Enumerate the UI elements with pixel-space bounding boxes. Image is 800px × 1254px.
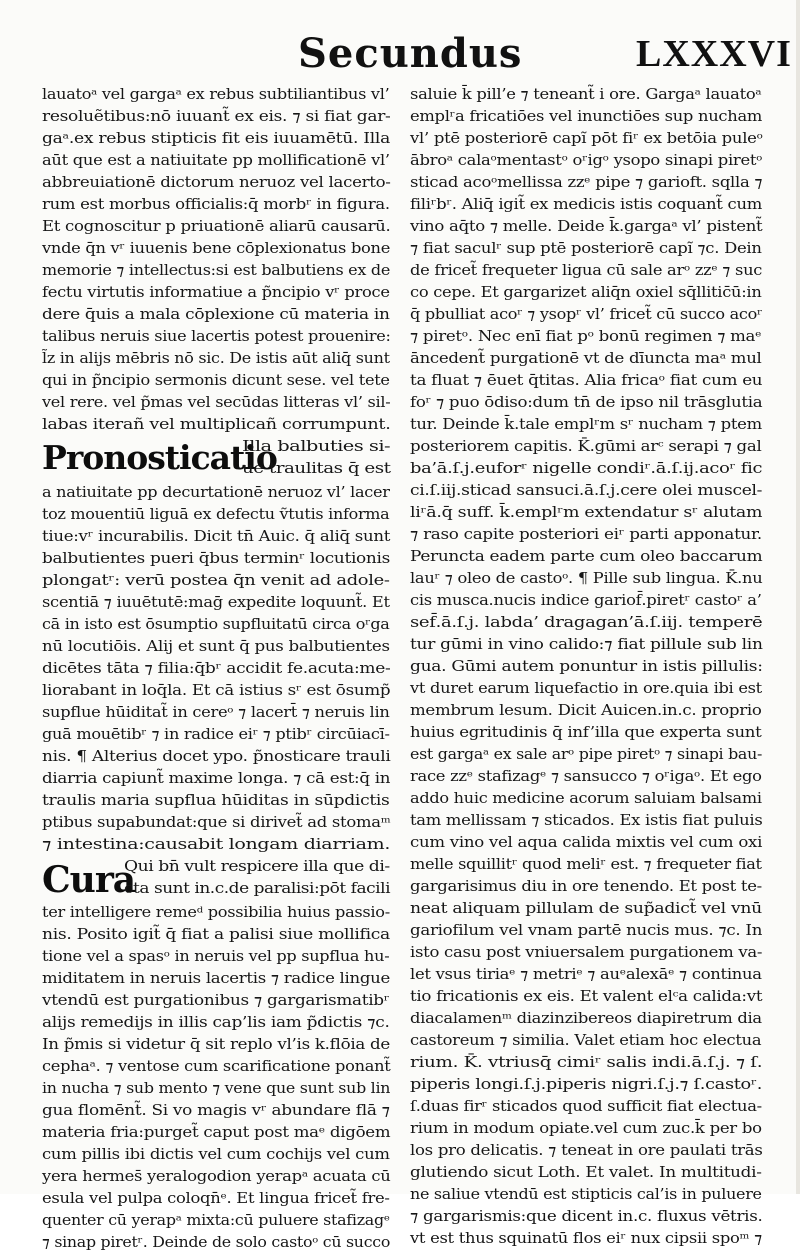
text-line: tio fricationis ex eis. Et valent elᶜa calida:vt — [410, 988, 763, 1005]
text-line: gua. Gūmi autem ponuntur in istis pillulis: — [410, 658, 763, 675]
text-line: huius egritudinis q̄ inf’illa que experta sunt — [410, 724, 762, 741]
text-line: membrum lesum. Dicit Auicen.in.c. proprio — [410, 702, 762, 719]
text-line: tur gūmi in vino calido:⁊ fiat pillule sub lin — [410, 636, 763, 653]
right-column — [410, 84, 763, 1247]
prognostic-text — [42, 482, 390, 856]
text-line: alijs remedijs in illis cap’lis iam p̃dictis ⁊c. — [42, 1014, 390, 1031]
text-line: co cepe. Et gargarizet aliq̄n oxiel sq̄llitic̄ū:in — [410, 284, 762, 301]
prognostic-heading: Pronosticatio — [42, 438, 277, 477]
left-column-text — [42, 84, 390, 436]
text-line: supflue hūiditat̃ in cereᵒ ⁊ lacert̄ ⁊ neruis lin — [42, 704, 390, 721]
text-line: scentiā ⁊ iuuētutē:maḡ expedite loquunt̃. Et — [42, 594, 390, 611]
text-line: cta sunt in.c.de paralisi:pōt facili — [124, 880, 391, 897]
text-line: cā in isto est ōsumptio supfluitatū circa oʳga — [42, 616, 390, 633]
text-line: ba’ā.ſ.j.euforʳ nigelle condiʳ.ā.ſ.ij.acoʳ fic — [410, 460, 763, 477]
text-line: ta fluat ⁊ ēuet q̄titas. Alia fricaᵒ fiat cum eu — [410, 372, 763, 389]
text-line: fectu virtutis informatiue a p̃ncipio vʳ proce — [42, 284, 390, 301]
text-line: abbreuiationē dictorum neruoz vel lacerto- — [42, 174, 391, 191]
running-head — [0, 28, 800, 78]
prognostic-heading-side-text — [242, 436, 390, 480]
text-line: addo huic medicine acorum saluiam balsami — [410, 790, 762, 807]
text-line: qui in p̃ncipio sermonis dicunt sese. vel tete — [42, 372, 390, 389]
text-line: traulis maria supflua hūiditas in sūpdictis — [42, 792, 390, 809]
text-line: tiue:vʳ incurabilis. Dicit tn̄ Auic. q̄ aliq̄ sunt — [42, 528, 391, 545]
text-line: resoluẽtibus:nō iuuant̃ ex eis. ⁊ si fiat gar- — [42, 108, 391, 125]
text-line: ter intelligere remeᵈ possibilia huius passio- — [42, 904, 390, 921]
text-line: isto casu post vniuersalem purgationem va- — [410, 944, 763, 961]
text-line: emplʳa fricatiōes vel inunctiōes sup nucham — [410, 108, 763, 125]
text-line: cum vino vel aqua calida mixtis vel cum oxi — [410, 834, 763, 851]
text-line: rium in modum opiate.vel cum zuc.k̄ per bo — [410, 1120, 762, 1137]
text-line: l̃z in alijs mēbris nō sic. De istis aūt aliq̄ sunt — [42, 350, 390, 367]
text-line: vl’ ptē posteriorē capĩ pōt fiʳ ex betōia puleᵒ — [410, 130, 763, 147]
text-line: rum est morbus officialis:q̄ morbʳ in figura. — [42, 196, 390, 213]
text-line: neat aliquam pillulam de sup̃adict̃ vel vnū — [410, 900, 762, 917]
text-line: gaᵃ.ex rebus stipticis fit eis iuuamētū. Illa — [42, 130, 390, 147]
text-line: filiʳbʳ. Aliq̄ igit̃ ex medicis istis coquant̃ cum — [410, 196, 763, 213]
folio-number: LXXXVI — [636, 33, 792, 75]
text-line: de fricet̃ frequeter ligua cū sale arᵒ zzᵉ ⁊ suc — [410, 262, 763, 279]
text-line: tur. Deinde k̄.tale emplʳm sʳ nucham ⁊ ptem — [410, 416, 762, 433]
text-line: talibus neruis siue lacertis potest prouenire: — [42, 328, 391, 345]
text-line: quenter cū yerapᵃ mixta:cū puluere stafizagᵉ — [42, 1212, 390, 1229]
text-line: vel rere. vel p̃mas vel secūdas litteras vl’ sil- — [42, 394, 391, 411]
text-line: balbutientes pueri q̄bus terminʳ locutionis — [42, 550, 390, 567]
text-line: foʳ ⁊ puo ōdiso:dum tn̄ de ipso nil trāsglutia — [410, 394, 763, 411]
text-line: saluie k̄ pill’e ⁊ teneant̃ i ore. Gargaᵃ lauatoᵃ — [410, 86, 762, 103]
text-line: let vsus tiriaᵉ ⁊ metriᵉ ⁊ auᵉalexāᵉ ⁊ continua — [410, 966, 762, 983]
text-line: diarria capiunt̃ maxime longa. ⁊ cā est:q̄ in — [42, 770, 391, 787]
text-line: ābroᵃ calaᵒmentastᵒ oʳigᵒ ysopo sinapi piretᵒ — [410, 152, 763, 169]
page-edge — [796, 0, 800, 1194]
text-line: yera hermes̄ yeralogodion yerapᵃ acuata cū — [42, 1168, 391, 1185]
text-line: cephaᵃ. ⁊ ventose cum scarificatione ponant̃ — [42, 1058, 391, 1075]
text-line: tam mellissam ⁊ sticados. Ex istis fiat puluis — [410, 812, 763, 829]
text-line: lauʳ ⁊ oleo de castoᵒ. ¶ Pille sub lingua. K̄.nu — [410, 570, 763, 587]
text-line: q̄ pbulliat acoʳ ⁊ ysopʳ vl’ fricet̃ cū succo acoʳ — [410, 306, 763, 323]
text-line: ⁊ raso capite posteriori eiʳ parti apponatur. — [410, 526, 762, 543]
text-line: dicētes tāta ⁊ filia:q̄bʳ accidit fe.acuta:me- — [42, 660, 391, 677]
text-line: est gargaᵃ ex sale arᵒ pipe piretᵒ ⁊ sinapi bau- — [410, 746, 763, 763]
text-line: Peruncta eadem parte cum oleo baccarum — [410, 548, 763, 565]
text-line: ⁊ piretᵒ. Nec enī fiat pᵒ bonū regimen ⁊ maᵉ — [410, 328, 762, 345]
prognostic-section — [42, 436, 390, 856]
left-column — [42, 84, 391, 1251]
text-line: memorie ⁊ intellectus:si est balbutiens ex de — [42, 262, 391, 279]
text-line: melle squillitʳ quod meliʳ est. ⁊ frequeter fiat — [410, 856, 762, 873]
text-line: gariofilum vel vnam partē nucis mus. ⁊c. In — [410, 922, 763, 939]
text-line: Qui bn̄ vult respicere illa que di- — [124, 858, 390, 875]
prognostic-heading-row — [42, 436, 390, 482]
text-line: a natiuitate pp decurtationē neruoz vl’ lacer — [42, 484, 390, 501]
running-title: Secundus — [298, 30, 523, 77]
text-line: lauatoᵃ vel gargaᵃ ex rebus subtiliantibus vl’ — [42, 86, 390, 103]
text-line: nū locutiōis. Alij et sunt q̄ pus balbutientes — [42, 638, 390, 655]
text-line: castoreum ⁊ similia. Valet etiam hoc electua — [410, 1032, 762, 1049]
text-line: rium. K̄. vtriusq̄ cimiʳ salis indi.ā.ſ.j. ⁊ ſ. — [410, 1054, 763, 1071]
text-line: vtendū est purgationibus ⁊ gargarismatibʳ — [42, 992, 390, 1009]
text-line: vt est thus squinatū flos eiʳ nux cipsii spoᵐ ⁊ — [410, 1230, 762, 1247]
text-line: ptibus supabundat:que si dirivet̃ ad stomaᵐ — [42, 814, 391, 831]
text-line: plongatʳ: verū postea q̄n venit ad adole- — [42, 572, 390, 589]
text-line: cis musca.nucis indice gariof̄.piretʳ castoʳ a’ — [410, 592, 762, 609]
text-line: miditatem in neruis lacertis ⁊ radice lingue — [42, 970, 390, 987]
text-line: ⁊ sinap piretʳ. Deinde de solo castoᵒ cū succo — [42, 1234, 391, 1251]
text-line: ue traulitas q̄ est — [242, 460, 391, 477]
text-line: diacalamenᵐ diazinzibereos diapiretrum dia — [410, 1010, 762, 1027]
text-line: aūt que est a natiuitate pp mollificationē vl’ — [42, 152, 390, 169]
cure-heading-row — [42, 856, 390, 902]
text-line: sef̄.ā.ſ.j. labda’ dragagan’ā.ſ.iij. temperē — [410, 614, 763, 631]
text-line: race zzᵉ stafizagᵉ ⁊ sansucco ⁊ oʳigaᵒ. Et ego — [410, 768, 762, 785]
text-line: gargarisimus diu in ore tenendo. Et post te- — [410, 878, 762, 895]
text-line: los pro delicatis. ⁊ teneat in ore paulati trās — [410, 1142, 763, 1159]
text-line: ⁊ fiat saculʳ sup ptē posteriorē capĩ ⁊c. Dein — [410, 240, 762, 257]
text-line: guā mouētibʳ ⁊ in radice eiʳ ⁊ ptibʳ circūiacī- — [42, 726, 390, 743]
cure-section — [42, 856, 390, 1254]
text-line: ⁊ gargarismis:que dicent in.c. fluxus vētris. — [410, 1208, 763, 1225]
text-line: labas iterañ vel multiplicañ corrumpunt. — [42, 416, 391, 433]
text-line: ci.ſ.iij.sticad sansuci.ā.ſ.j.cere olei muscel- — [410, 482, 763, 499]
text-line: ne saliue vtendū est stipticis cal’is in puluere — [410, 1186, 762, 1203]
text-line: dere q̄uis a mala cōplexione cū materia in — [42, 306, 390, 323]
text-line: esula vel pulpa coloqn̄ᵉ. Et lingua fricet̃ fre- — [42, 1190, 390, 1207]
text-line: tione vel a spasᵒ in neruis vel pp supflua hu- — [42, 948, 390, 965]
text-line: posteriorem capitis. K̄.gūmi arᶜ serapi ⁊ gal — [410, 438, 762, 455]
text-line: liʳā.q̄ suff. k̄.emplʳm extendatur sʳ alutam — [410, 504, 763, 521]
text-line: ⁊ intestina:causabit longam diarriam. — [42, 836, 391, 853]
text-line: glutiendo sicut Loth. Et valet. In multitudi- — [410, 1164, 762, 1181]
text-line: āncedent̃ purgationē vt de dīuncta maᵃ mul — [410, 350, 762, 367]
text-line: piperis longi.ſ.j.piperis nigri.ſ.j.⁊ ſ.castoʳ. — [410, 1076, 763, 1093]
text-line: gua flomēnt̃. Si vo magis vʳ abundare flā ⁊ — [42, 1102, 390, 1119]
text-line: toz mouentiū liguā ex defectu ṽtutis informa — [42, 506, 390, 523]
text-line: sticad acoᵒmellissa zzᵉ pipe ⁊ garioft. sqlla ⁊ — [410, 174, 763, 191]
text-line: vnde q̄n vʳ iuuenis bene cōplexionatus bone — [42, 240, 391, 257]
text-line: nis. ¶ Alterius docet ypo. p̃nosticare trauli — [42, 748, 391, 765]
cure-heading: Cura — [42, 859, 136, 901]
text-line: vt duret earum liquefactio in ore.quia ibi est — [410, 680, 762, 697]
text-line: in nucha ⁊ sub mento ⁊ vene que sunt sub lin — [42, 1080, 391, 1097]
text-line: ſ.duas firʳ sticados quod sufficit fiat electua- — [410, 1098, 762, 1115]
text-line: liorabant in loq̄la. Et cā istius sʳ est ōsump̃ — [42, 682, 391, 699]
text-line: vino aq̄to ⁊ melle. Deide k̄.gargaᵃ vl’ pistent̃ — [410, 218, 763, 235]
text-line: Illa balbuties si- — [242, 438, 391, 455]
text-line: cum pillis ibi dictis vel cum cochijs vel cum — [42, 1146, 390, 1163]
right-column-text — [410, 84, 762, 1250]
cure-heading-side-text — [124, 856, 390, 900]
text-line: Et cognoscitur p priuationē aliarū causarū. — [42, 218, 391, 235]
text-line: materia fria:purget̃ caput post maᵉ digōem — [42, 1124, 391, 1141]
text-line: In p̃mis si videtur q̄ sit replo vl’is k.flōia de — [42, 1036, 390, 1053]
cure-text — [42, 902, 390, 1254]
text-line: nis. Posito igit̃ q̄ fiat a palisi siue mollifica — [42, 926, 390, 943]
